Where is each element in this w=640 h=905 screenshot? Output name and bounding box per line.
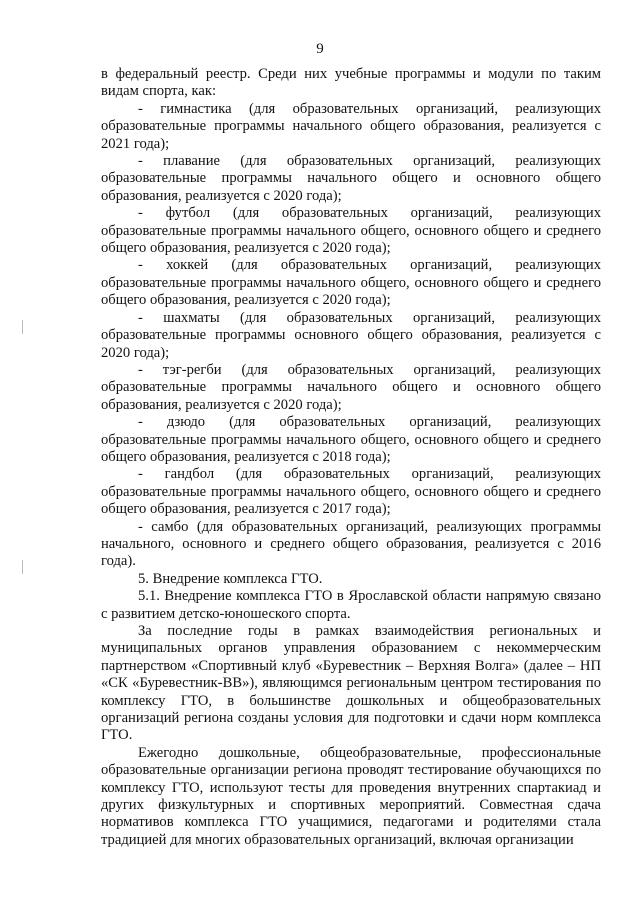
paragraph: - шахматы (для образовательных организаций, реализующих образовательные программы основного общего образования, реализуется с 2020 года); — [101, 309, 601, 361]
paragraph: - гимнастика (для образовательных организаций, реализующих образовательные программы начального общего образования, реализуется с 2021 года); — [101, 100, 601, 152]
paragraph: За последние годы в рамках взаимодействия региональных и муниципальных органов управления образованием с некоммерческим партнерством «Спортивный клуб «Буревестник – Верхняя Волга» (далее – НП «СК «Буревестник-ВВ»), являющимся региональным центром тестирования по комплексу ГТО, в большинстве дошкольных и общеобразовательных организаций региона созданы условия для подготовки и сдачи норм комплекса ГТО. — [101, 623, 601, 744]
paragraph: - самбо (для образовательных организаций, реализующих программы начального, основного и среднего общего образования, реализуется с 2016 года). — [101, 518, 601, 570]
paragraph: - дзюдо (для образовательных организаций, реализующих образовательные программы начального общего, основного общего и среднего общего образования, реализуется с 2018 года); — [101, 414, 601, 465]
page-number: 9 — [316, 41, 324, 57]
paragraph: - тэг-регби (для образовательных организаций, реализующих образовательные программы начального общего и основного общего образования, реализуется с 2020 года); — [101, 361, 601, 413]
scan-margin-mark — [22, 560, 23, 574]
paragraph: - плавание (для образовательных организаций, реализующих образовательные программы начального общего и основного общего образования, реализуется с 2020 года); — [101, 153, 601, 204]
paragraph: 5. Внедрение комплекса ГТО. — [138, 570, 323, 587]
paragraph: - хоккей (для образовательных организаций, реализующих образовательные программы начального общего, основного общего и среднего общего образования, реализуется с 2020 года); — [101, 257, 601, 309]
paragraph: - гандбол (для образовательных организаций, реализующих образовательные программы начального общего, основного общего и среднего общего образования, реализуется с 2017 года); — [101, 466, 601, 518]
document-body — [101, 66, 601, 849]
paragraph: 5.1. Внедрение комплекса ГТО в Ярославской области напрямую связано с развитием детско-юношеского спорта. — [101, 588, 601, 622]
paragraph: в федеральный реестр. Среди них учебные программы и модули по таким видам спорта, как: — [101, 66, 601, 100]
paragraph: - футбол (для образовательных организаций, реализующих образовательные программы начального общего, основного общего и среднего общего образования, реализуется с 2020 года); — [101, 205, 601, 257]
paragraph: Ежегодно дошкольные, общеобразовательные, профессиональные образовательные организации региона проводят тестирование обучающихся по комплексу ГТО, используют тесты для проведения внутренних спартакиад и других физкультурных и спортивных мероприятий. Совместная сдача нормативов комплекса ГТО учащимися, педагогами и родителями стала традицией для многих образовательных организаций, включая организации — [101, 744, 601, 848]
scan-margin-mark — [22, 320, 23, 334]
